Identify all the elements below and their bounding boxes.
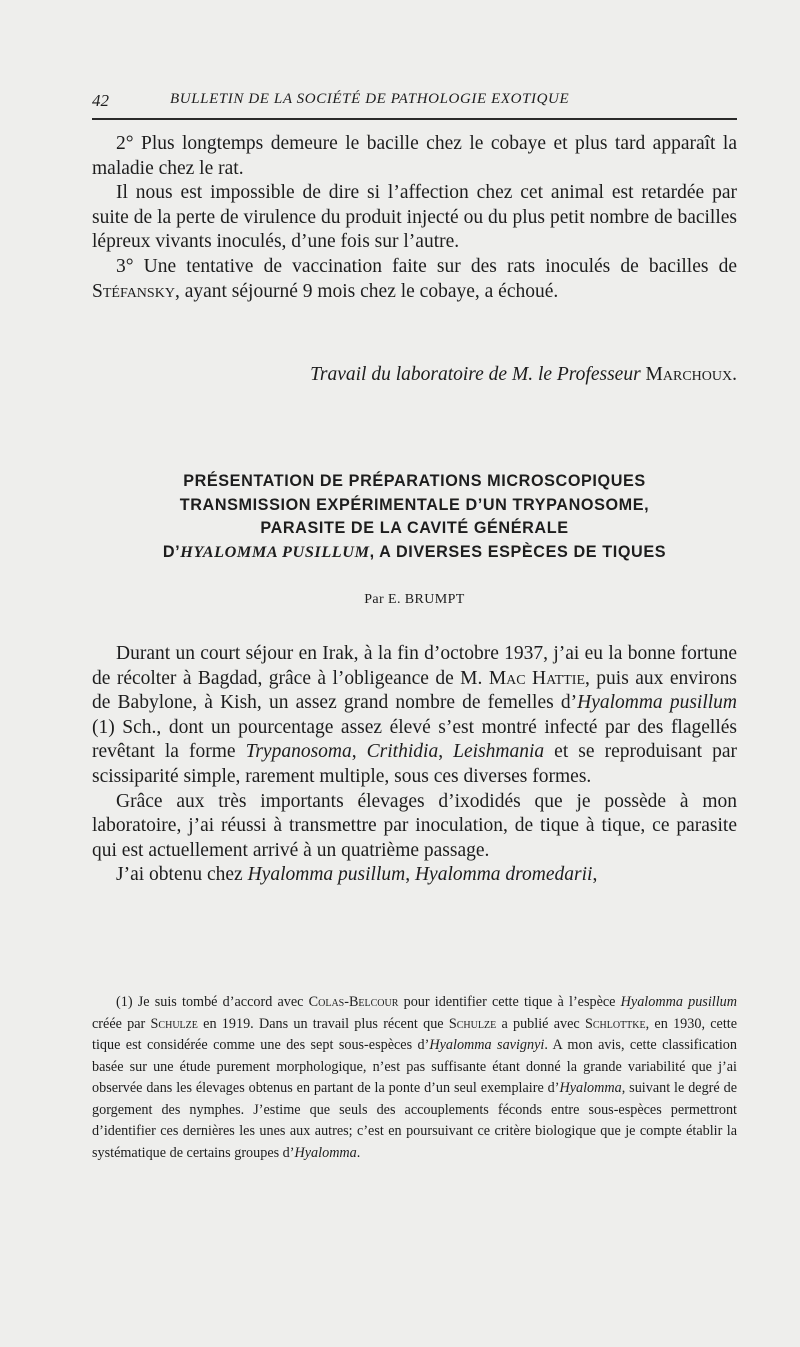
- text-run: 2° Plus longtemps demeure le bacille chez le cobaye et plus tard apparaît la maladie chez le rat.: [92, 133, 737, 179]
- text-run: 3° Une tentative de vaccination faite sur des rats inoculés de bacilles de: [116, 255, 737, 277]
- article-title: [92, 470, 737, 564]
- title-line: [92, 541, 737, 565]
- text-run: , ayant séjourné 9 mois chez le cobaye, a échoué.: [174, 280, 559, 302]
- genus-name: Crithidia: [366, 741, 439, 763]
- text-run: a publié avec: [496, 1015, 585, 1032]
- text-run: , suivant le degré de gorgement des nymphes. J’estime que seuls des accouplements féconds entre sous-espèces permettront d’identifier ces dernières les unes aux autres; c’est en poursuivant ce critère biologique que je compte établir la systématique de certains groupes d’: [92, 1080, 737, 1161]
- previous-article-end: [92, 132, 737, 304]
- separator: ,: [438, 741, 454, 763]
- genus-name: Hyalomma: [294, 1144, 357, 1161]
- signature-text: Travail du laboratoire de M. le Professeur: [310, 364, 646, 385]
- footnote-text: [92, 992, 737, 1164]
- running-header: [92, 88, 737, 120]
- text-run: , en 1930, cette tique est considérée comme une des sept sous-espèces d’: [92, 1015, 738, 1053]
- title-species: HYALOMMA PUSILLUM: [180, 542, 370, 561]
- paragraph: [92, 255, 737, 304]
- author-name: Stéfansky: [92, 280, 175, 302]
- text-run: Il nous est impossible de dire si l’affection chez cet animal est retardée par suite de la perte de virulence du produit injecté ou du plus petit nombre de bacilles lépreux vivants inoculés, d’une fois sur l’autre.: [92, 182, 737, 253]
- text-run: , puis aux environs de Babylone, à Kish, un assez grand nombre de femelles d’: [92, 667, 737, 714]
- paragraph: [92, 181, 737, 255]
- page-number: 42: [92, 91, 109, 110]
- separator: ,: [405, 864, 415, 886]
- genus-name: Leishmania: [453, 741, 545, 763]
- text-run: pour identifier cette tique à l’espèce: [398, 994, 621, 1010]
- laboratory-signature: [92, 364, 737, 386]
- person-name: Schulze: [150, 1015, 198, 1032]
- species-name: Hyalomma pusillum: [620, 994, 737, 1010]
- paragraph: [92, 863, 737, 888]
- genus-name: Hyalomma: [559, 1080, 622, 1096]
- text-run: créée par: [92, 1015, 151, 1032]
- genus-name: Trypanosoma: [245, 741, 352, 763]
- text-run: et se reproduisant par scissiparité simple, rarement multiple, sous ces diverses formes.: [92, 741, 738, 787]
- paragraph: [92, 132, 737, 181]
- species-name: Hyalomma savignyi: [429, 1037, 545, 1053]
- text-run: Grâce aux très importants élevages d’ixodidés que je possède à mon laboratoire, j’ai réussi à transmettre par inoculation, de tique à tique, ce parasite qui est actuellement arrivé à un quatrième passage.: [92, 790, 737, 861]
- text-run: (1) Sch., dont un pourcentage assez élevé s’est montré infecté par des flagellés revêtant la forme: [92, 716, 737, 763]
- title-line: PARASITE DE LA CAVITÉ GÉNÉRALE: [260, 519, 569, 537]
- person-name: Mac Hattie: [488, 667, 585, 689]
- running-title: BULLETIN DE LA SOCIÉTÉ DE PATHOLOGIE EXOTIQUE: [170, 91, 570, 107]
- text-run: Durant un court séjour en Irak, à la fin d’octobre 1937, j’ai eu la bonne fortune de récolter à Bagdad, grâce à l’obligeance de M.: [92, 643, 737, 689]
- signature-name: Marchoux.: [645, 364, 737, 385]
- species-name: Hyalomma dromedarii: [414, 864, 593, 886]
- title-line: TRANSMISSION EXPÉRIMENTALE D’UN TRYPANOSOME,: [179, 495, 650, 514]
- text-run: ,: [592, 864, 598, 886]
- person-name: Colas-Belcour: [308, 994, 399, 1010]
- title-prefix: D’: [162, 542, 181, 561]
- text-run: (1) Je suis tombé d’accord avec: [116, 994, 309, 1010]
- paragraph: [92, 642, 737, 790]
- title-line: PRÉSENTATION DE PRÉPARATIONS MICROSCOPIQUES: [183, 472, 646, 490]
- footnote: [92, 992, 737, 1164]
- person-name: Schulze: [448, 1015, 497, 1032]
- species-name: Hyalomma pusillum: [247, 864, 406, 886]
- species-name: Hyalomma pusillum: [577, 692, 737, 714]
- article-body: [92, 642, 737, 888]
- title-suffix: , A DIVERSES ESPÈCES DE TIQUES: [369, 542, 667, 561]
- text-run: .: [356, 1144, 361, 1161]
- text-run: J’ai obtenu chez: [116, 864, 248, 886]
- separator: ,: [351, 741, 367, 763]
- person-name: Schlottke: [584, 1015, 646, 1032]
- text-run: . A mon avis, cette classification basée sur une étude purement morphologique, n’est pas suffisante étant donné la grande variabilité que j’ai observée dans les élevages obtenus en partant de la ponte d’un seul exemplaire d’: [92, 1037, 737, 1096]
- byline: Par E. BRUMPT: [364, 592, 465, 607]
- paragraph: [92, 790, 737, 864]
- text-run: en 1919. Dans un travail plus récent que: [197, 1015, 449, 1032]
